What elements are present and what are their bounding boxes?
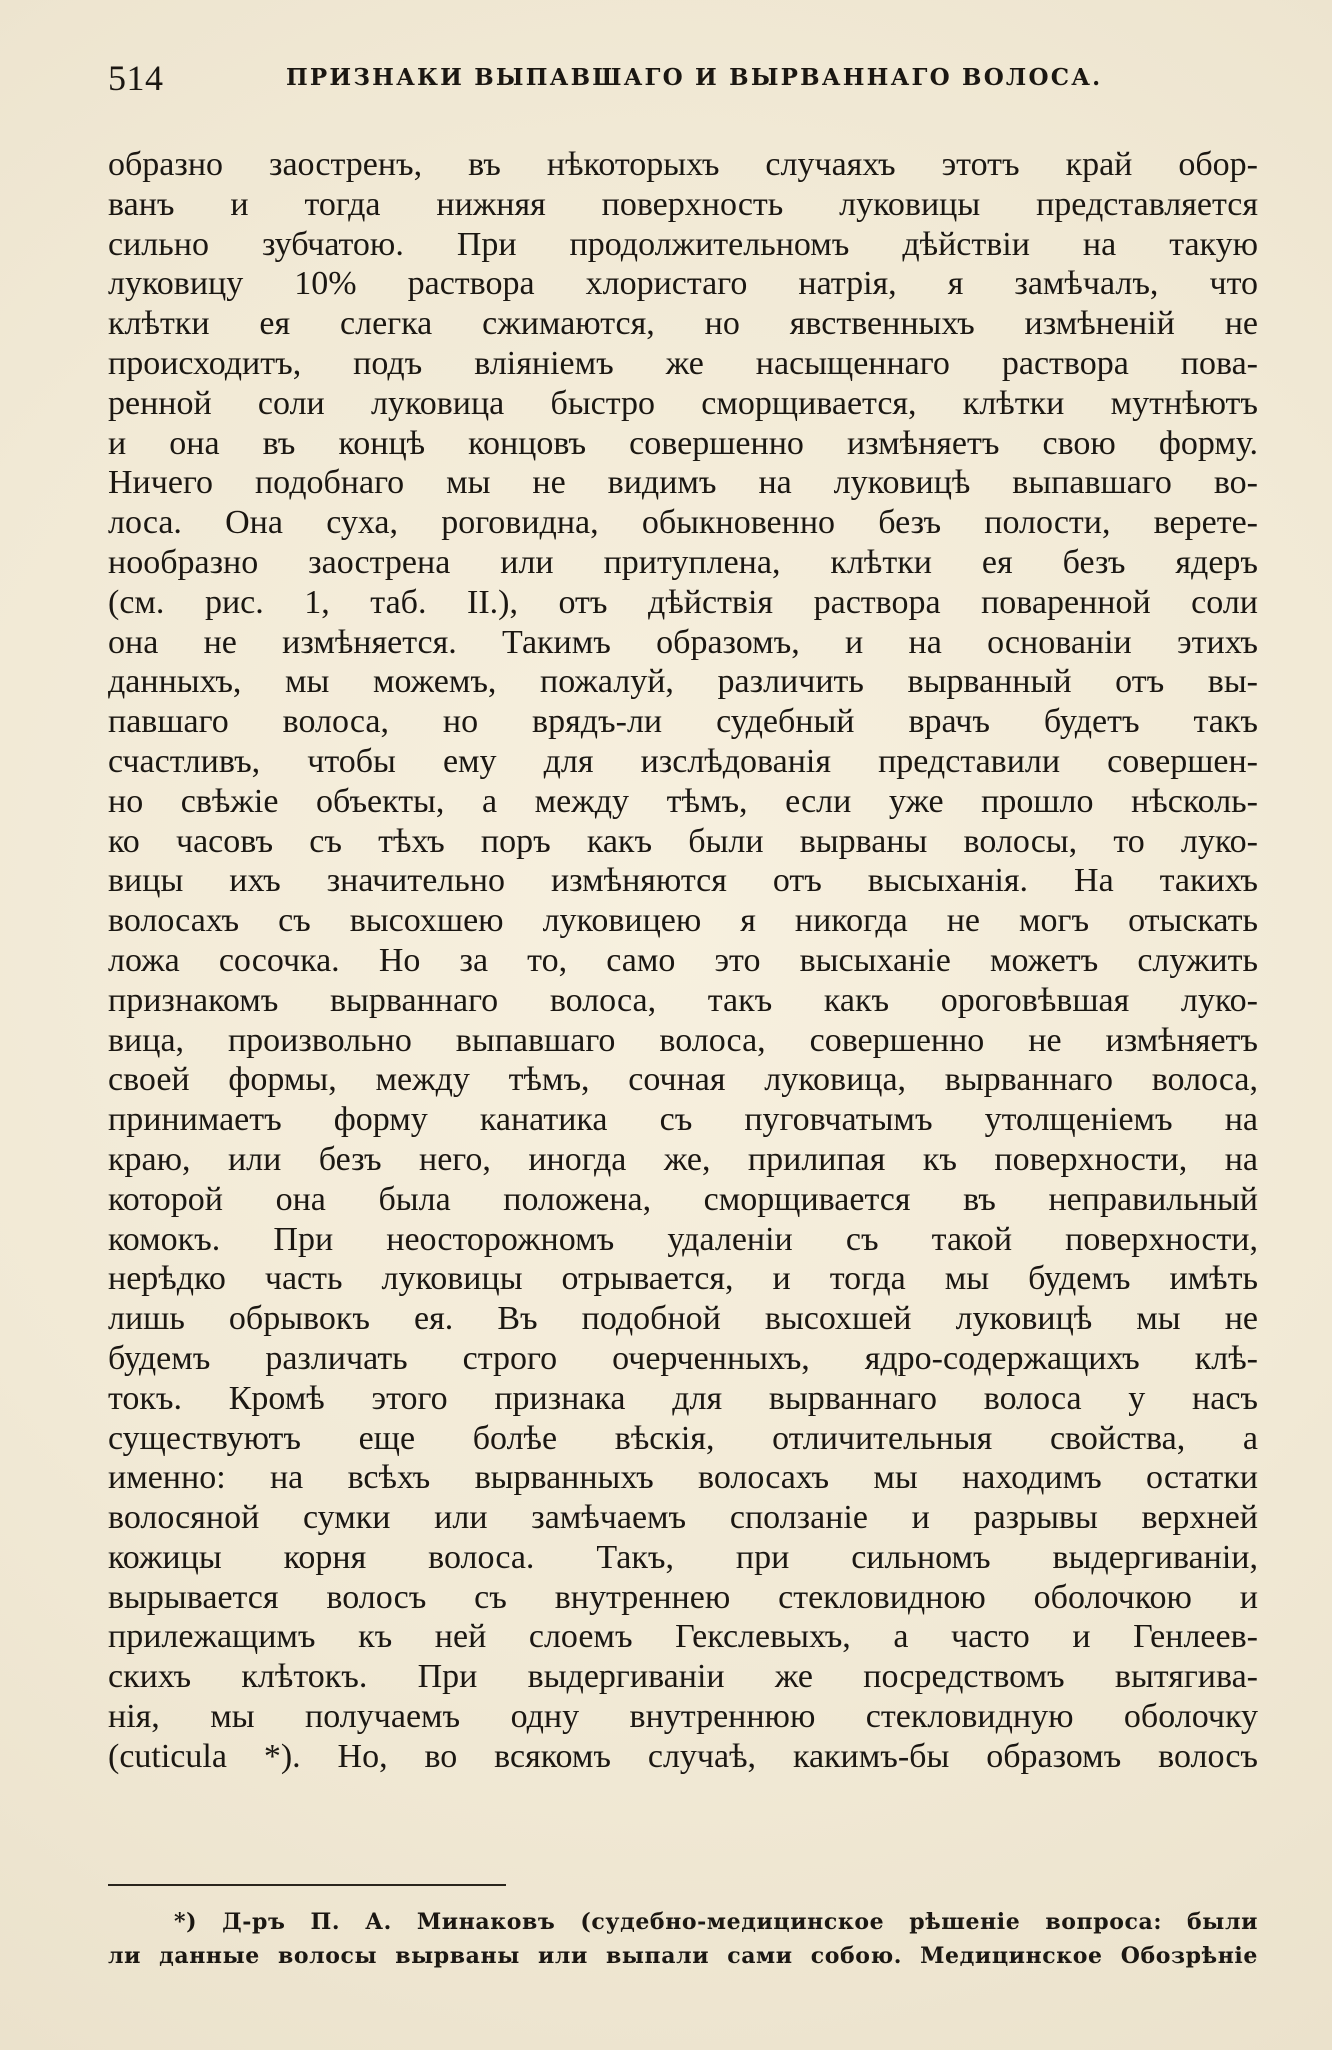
text-line: (см. рис. 1, таб. II.), отъ дѣйствія раствора поваренной соли — [108, 583, 1258, 621]
footnote-line: ли данные волосы вырваны или выпали сами собою. Медицинское Обозрѣніе — [108, 1943, 1258, 1969]
text-line: волосяной сумки или замѣчаемъ сползаніе и разрывы верхней — [108, 1499, 1258, 1537]
text-line: принимаетъ форму канатика съ пуговчатымъ утолщеніемъ на — [108, 1101, 1258, 1139]
text-line: вырывается волосъ съ внутреннею стекловидною оболочкою и — [108, 1578, 1258, 1616]
text-line: своей формы, между тѣмъ, сочная луковица, вырваннаго волоса, — [108, 1061, 1258, 1099]
text-line: происходитъ, подъ вліяніемъ же насыщеннаго раствора пова- — [108, 344, 1258, 382]
text-line: сильно зубчатою. При продолжительномъ дѣйствіи на такую — [108, 225, 1258, 263]
text-line: признакомъ вырваннаго волоса, такъ какъ ороговѣвшая луко- — [108, 981, 1258, 1019]
text-line: волосахъ съ высохшею луковицею я никогда не могъ отыскать — [108, 902, 1258, 940]
page-number: 514 — [108, 58, 164, 98]
footnote-divider — [108, 1884, 506, 1886]
text-line: данныхъ, мы можемъ, пожалуй, различить вырванный отъ вы- — [108, 663, 1258, 701]
text-line: краю, или безъ него, иногда же, прилипая къ поверхности, на — [108, 1140, 1258, 1178]
text-line: нообразно заострена или притуплена, клѣтки ея безъ ядеръ — [108, 543, 1258, 581]
footnote-line: *) Д-ръ П. А. Минаковъ (судебно-медицинское рѣшеніе вопроса: были — [174, 1909, 1258, 1935]
text-line: будемъ различать строго очерченныхъ, ядро-содержащихъ клѣ- — [108, 1339, 1258, 1377]
text-line: кожицы корня волоса. Такъ, при сильномъ выдергиваніи, — [108, 1538, 1258, 1576]
text-line: ренной соли луковица быстро сморщивается, клѣтки мутнѣютъ — [108, 384, 1258, 422]
footnote — [108, 1905, 1258, 1973]
text-line: именно: на всѣхъ вырванныхъ волосахъ мы находимъ остатки — [108, 1459, 1258, 1497]
text-line: ванъ и тогда нижняя поверхность луковицы представляется — [108, 185, 1258, 223]
text-line: (cuticula *). Но, во всякомъ случаѣ, какимъ-бы образомъ волосъ — [108, 1737, 1258, 1775]
text-line: клѣтки ея слегка сжимаются, но явственныхъ измѣненій не — [108, 305, 1258, 343]
text-line: луковицу 10% раствора хлористаго натрія, я замѣчалъ, что — [108, 265, 1258, 303]
text-line: ложа сосочка. Но за то, само это высыханіе можетъ служить — [108, 941, 1258, 979]
text-line: скихъ клѣтокъ. При выдергиваніи же посредствомъ вытягива- — [108, 1658, 1258, 1696]
text-line: существуютъ еще болѣе вѣскія, отличительныя свойства, а — [108, 1419, 1258, 1457]
text-line: токъ. Кромѣ этого признака для вырваннаго волоса у насъ — [108, 1379, 1258, 1417]
text-line: лишь обрывокъ ея. Въ подобной высохшей луковицѣ мы не — [108, 1300, 1258, 1338]
text-line: образно заостренъ, въ нѣкоторыхъ случаяхъ этотъ край обор- — [108, 146, 1258, 183]
text-line: она не измѣняется. Такимъ образомъ, и на основаніи этихъ — [108, 623, 1258, 661]
text-line: ко часовъ съ тѣхъ поръ какъ были вырваны волосы, то луко- — [108, 822, 1258, 860]
text-line: счастливъ, чтобы ему для изслѣдованія представили совершен- — [108, 742, 1258, 780]
text-line: нерѣдко часть луковицы отрывается, и тогда мы будемъ имѣть — [108, 1260, 1258, 1298]
text-line: Ничего подобнаго мы не видимъ на луковицѣ выпавшаго во- — [108, 464, 1258, 502]
text-line: и она въ концѣ концовъ совершенно измѣняетъ свою форму. — [108, 424, 1258, 462]
body-text — [108, 145, 1258, 1777]
text-line: лоса. Она суха, роговидна, обыкновенно безъ полости, верете- — [108, 504, 1258, 542]
text-line: вица, произвольно выпавшаго волоса, совершенно не измѣняетъ — [108, 1021, 1258, 1059]
text-line: прилежащимъ къ ней слоемъ Гекслевыхъ, а часто и Генлеев- — [108, 1618, 1258, 1656]
running-title: ПРИЗНАКИ ВЫПАВШАГО И ВЫРВАННАГО ВОЛОСА. — [286, 64, 1103, 91]
text-line: павшаго волоса, но врядъ-ли судебный врачъ будетъ такъ — [108, 703, 1258, 741]
text-line: вицы ихъ значительно измѣняются отъ высыханія. На такихъ — [108, 862, 1258, 900]
text-line: которой она была положена, сморщивается въ неправильный — [108, 1180, 1258, 1218]
text-line: но свѣжіе объекты, а между тѣмъ, если уже прошло нѣсколь- — [108, 782, 1258, 820]
page-header — [108, 54, 1258, 114]
text-line: комокъ. При неосторожномъ удаленіи съ такой поверхности, — [108, 1220, 1258, 1258]
text-line: нія, мы получаемъ одну внутреннюю стекловидную оболочку — [108, 1698, 1258, 1736]
